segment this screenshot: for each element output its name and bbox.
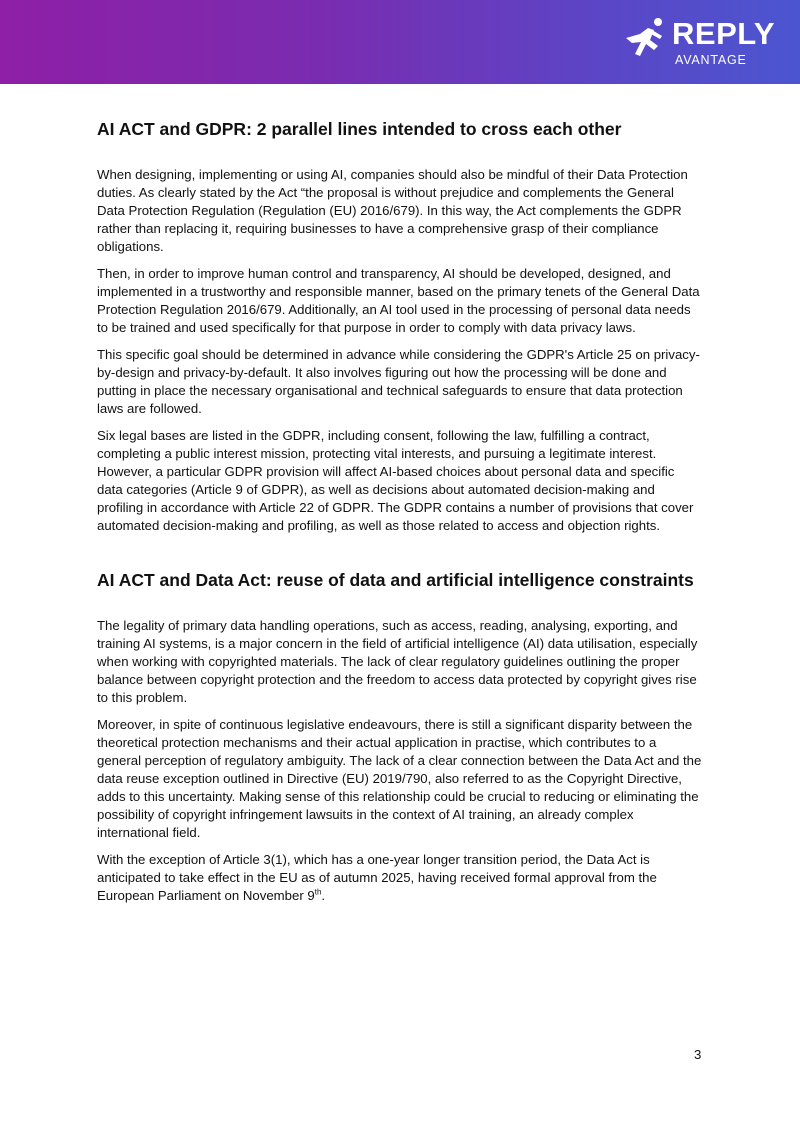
page-number: 3 — [694, 1047, 702, 1062]
paragraph: Then, in order to improve human control and transparency, AI should be developed, designed, and implemented in a trustworthy and responsible manner, based on the primary tenets of the General Data Protection Regulation 2016/679. Additionally, an AI tool used in the processing of personal data needs to be trained and used specifically for that purpose in order to comply with data privacy laws. — [97, 266, 700, 335]
paragraph — [97, 851, 703, 905]
paragraph-text: With the exception of Article 3(1), which has a one-year longer transition period, the Data Act is anticipated to take effect in the EU as of autumn 2025, having received formal approval from the European Parliament on November 9 — [97, 852, 657, 903]
paragraph: When designing, implementing or using AI, companies should also be mindful of their Data Protection duties. As clearly stated by the Act “the proposal is without prejudice and complements the General Data Protection Regulation (Regulation (EU) 2016/679). In this way, the Act complements the GDPR rather than replacing it, requiring businesses to have a comprehensive grasp of their compliance obligations. — [97, 167, 688, 254]
section-data-act — [97, 569, 703, 905]
section-heading: AI ACT and GDPR: 2 parallel lines intended to cross each other — [97, 119, 622, 139]
document-body — [97, 118, 703, 914]
section-heading: AI ACT and Data Act: reuse of data and artificial intelligence constraints — [97, 570, 694, 590]
logo-subtitle: AVANTAGE — [675, 53, 747, 67]
paragraph: The legality of primary data handling operations, such as access, reading, analysing, exporting, and training AI systems, is a major concern in the field of artificial intelligence (AI) data utilisation, especially when working with copyrighted materials. The lack of clear regulatory guidelines outlining the proper balance between copyright protection and the freedom to access data protected by copyright gives rise to this problem. — [97, 618, 698, 705]
paragraph: This specific goal should be determined in advance while considering the GDPR's Article 25 on privacy-by-design and privacy-by-default. It also involves figuring out how the processing will be done and putting in place the necessary organisational and technical safeguards to ensure that data protection laws are followed. — [97, 347, 700, 416]
header-banner — [0, 0, 800, 84]
logo-wordmark: REPLY — [672, 16, 776, 51]
reply-avantage-logo — [622, 14, 782, 70]
paragraph: Six legal bases are listed in the GDPR, including consent, following the law, fulfilling a contract, completing a public interest mission, protecting vital interests, and pursuing a legitimate interest. However, a particular GDPR provision will affect AI-based choices about personal data and specific data categories (Article 9 of GDPR), as well as decisions about automated decision-making and profiling in accordance with Article 22 of GDPR. The GDPR contains a number of provisions that cover automated decision-making and profiling, as well as those related to access and objection rights. — [97, 428, 694, 533]
running-figure-icon — [622, 16, 668, 62]
ordinal-superscript: th — [314, 887, 322, 897]
section-gdpr — [97, 118, 703, 535]
paragraph-end: . — [321, 888, 326, 903]
paragraph: Moreover, in spite of continuous legislative endeavours, there is still a significant disparity between the theoretical protection mechanisms and their actual application in practise, which contributes to a general perception of regulatory ambiguity. The lack of a clear connection between the Data Act and the data reuse exception outlined in Directive (EU) 2019/790, also referred to as the Copyright Directive, adds to this uncertainty. Making sense of this relationship could be crucial to reducing or eliminating the possibility of copyright infringement lawsuits in the context of AI training, an already complex international field. — [97, 717, 702, 840]
